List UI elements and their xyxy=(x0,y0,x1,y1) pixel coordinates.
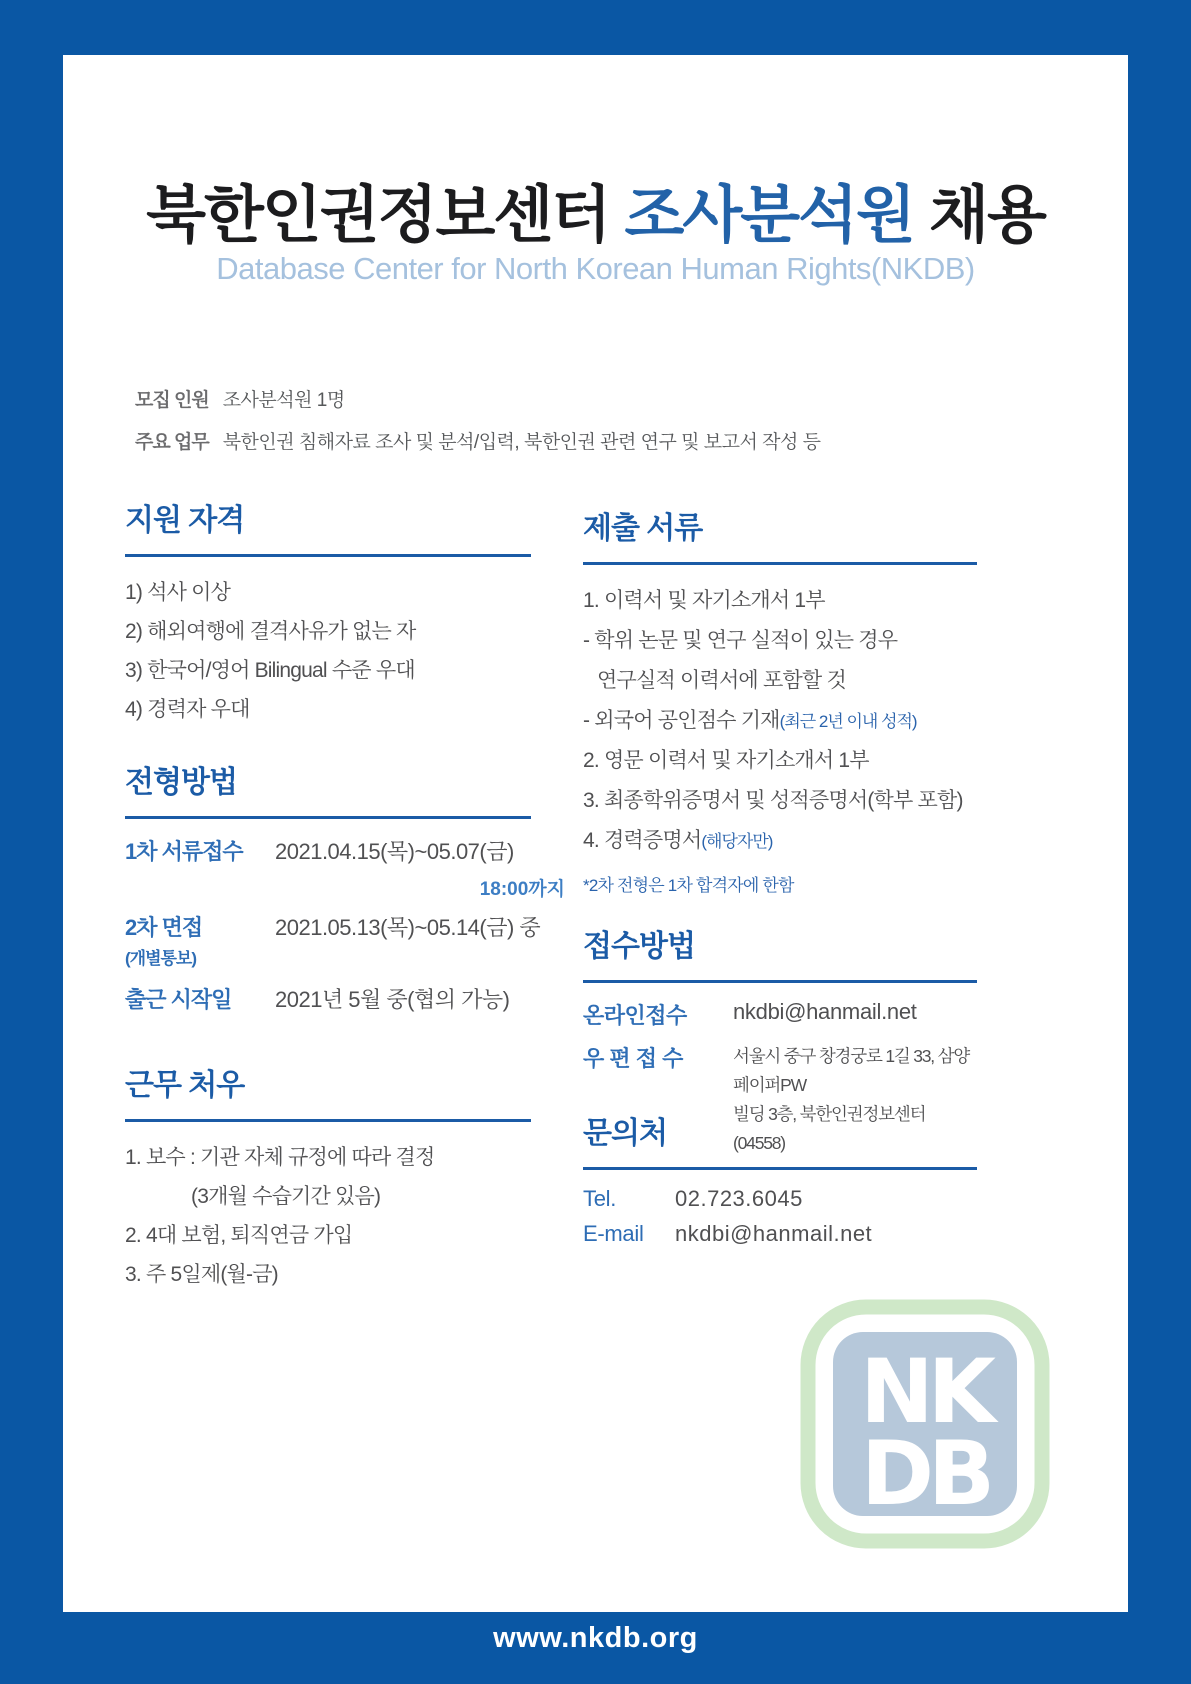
page-title xyxy=(63,165,1128,254)
process-row-label: 출근 시작일 xyxy=(125,987,232,1012)
list-item: 4) 경력자 우대 xyxy=(125,698,250,721)
recruit-count-label: 모집 인원 xyxy=(135,390,209,411)
list-item: 2) 해외여행에 결격사유가 없는 자 xyxy=(125,620,416,643)
process-row-value: 2021년 5월 중(협의 가능) xyxy=(275,987,510,1012)
list-item xyxy=(583,581,977,621)
list-item: 2. 4대 보험, 퇴직연금 가입 xyxy=(125,1224,353,1247)
section-contact xyxy=(583,1108,977,1256)
section-conditions xyxy=(125,1060,531,1294)
application-heading: 접수방법 xyxy=(583,921,977,983)
tel-value: 02.723.6045 xyxy=(675,1186,803,1211)
title-highlight: 조사분석원 xyxy=(624,181,914,250)
interview-label: 2차 면접 xyxy=(125,915,203,940)
section-process xyxy=(125,757,565,1028)
documents-heading: 제출 서류 xyxy=(583,503,977,565)
conditions-list xyxy=(125,1122,531,1294)
logo-text-db: DB xyxy=(860,1422,990,1525)
list-item: 3) 한국어/영어 Bilingual 수준 우대 xyxy=(125,659,415,682)
list-item xyxy=(583,661,977,701)
item-text: 1. 이력서 및 자기소개서 1부 xyxy=(583,589,825,612)
section-qualifications xyxy=(125,495,531,729)
list-item xyxy=(583,621,977,661)
conditions-heading: 근무 처우 xyxy=(125,1060,531,1122)
deadline-note: 18:00까지 xyxy=(479,879,565,900)
footer-url: www.nkdb.org xyxy=(493,1622,698,1654)
process-row-label xyxy=(125,911,275,969)
process-row-label: 1차 서류접수 xyxy=(125,839,243,864)
title-suffix: 채용 xyxy=(913,181,1045,250)
online-application-row xyxy=(583,999,977,1030)
qualifications-list xyxy=(125,557,531,729)
list-item xyxy=(583,781,977,821)
documents-footnote: *2차 전형은 1차 합격자에 한함 xyxy=(583,876,794,895)
item-note: (해당자만) xyxy=(701,832,773,851)
interview-sublabel: (개별통보) xyxy=(125,949,197,968)
recruit-count-value: 조사분석원 1명 xyxy=(222,390,345,411)
list-item: 1. 보수 : 기관 자체 규정에 따라 결정 xyxy=(125,1146,435,1169)
item-text: 4. 경력증명서 xyxy=(583,829,702,852)
documents-list xyxy=(583,565,977,896)
email-row xyxy=(583,1221,977,1247)
recruit-count-row xyxy=(135,385,820,412)
item-text: 2. 영문 이력서 및 자기소개서 1부 xyxy=(583,749,869,772)
section-documents xyxy=(583,503,977,896)
online-email: nkdbi@hanmail.net xyxy=(733,999,917,1024)
mail-address-line1: 서울시 중구 창경궁로 1길 33, 삼양페이퍼PW xyxy=(733,1046,970,1095)
process-heading: 전형방법 xyxy=(125,757,531,819)
main-duty-row xyxy=(135,427,820,454)
list-item: (3개월 수습기간 있음) xyxy=(191,1185,381,1208)
item-text: 연구실적 이력서에 포함할 것 xyxy=(597,669,846,692)
contact-heading: 문의처 xyxy=(583,1108,977,1170)
item-text: - 외국어 공인점수 기재 xyxy=(583,709,780,732)
email-label: E-mail xyxy=(583,1221,644,1246)
process-row-interview xyxy=(125,911,541,969)
qualifications-heading: 지원 자격 xyxy=(125,495,531,557)
list-item xyxy=(583,821,977,861)
item-note: (최근 2년 이내 성적) xyxy=(779,712,917,731)
item-text: 3. 최종학위증명서 및 성적증명서(학부 포함) xyxy=(583,789,963,812)
title-prefix: 북한인권정보센터 xyxy=(146,181,625,250)
process-row-start-date xyxy=(125,983,531,1014)
list-item: 3. 주 5일제(월-금) xyxy=(125,1263,278,1286)
tel-label: Tel. xyxy=(583,1186,617,1211)
page-subtitle: Database Center for North Korean Human Rights(NKDB) xyxy=(216,251,975,286)
email-value: nkdbi@hanmail.net xyxy=(675,1221,873,1246)
tel-row xyxy=(583,1186,977,1212)
main-duty-value: 북한인권 침해자료 조사 및 분석/입력, 북한인권 관련 연구 및 보고서 작성 등 xyxy=(222,432,821,453)
process-row-documents xyxy=(125,835,531,866)
poster-page xyxy=(63,55,1128,1612)
mail-label: 우 편 접 수 xyxy=(583,1046,683,1071)
nkdb-logo-icon xyxy=(799,1298,1051,1550)
online-label: 온라인접수 xyxy=(583,1003,687,1028)
list-item: 1) 석사 이상 xyxy=(125,581,231,604)
main-duty-label: 주요 업무 xyxy=(135,432,209,453)
process-row-value: 2021.04.15(목)~05.07(금) xyxy=(275,839,514,864)
list-item xyxy=(583,701,977,741)
process-row-value: 2021.05.13(목)~05.14(금) 중 xyxy=(275,915,541,940)
intro-block xyxy=(135,385,820,469)
logo-text-nk: NK xyxy=(860,1340,990,1443)
item-text: - 학위 논문 및 연구 실적이 있는 경우 xyxy=(583,629,898,652)
list-item xyxy=(583,741,977,781)
mail-address-line2: 빌딩 3층, 북한인권정보센터 (04558) xyxy=(733,1103,926,1153)
